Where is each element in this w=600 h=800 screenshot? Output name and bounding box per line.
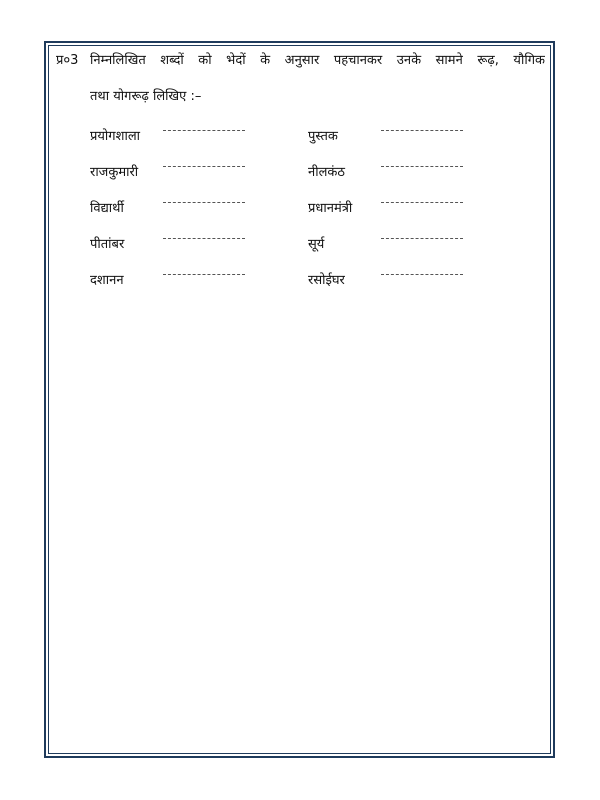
answer-blank-right-1[interactable] [381, 130, 463, 131]
answer-blank-left-3[interactable] [163, 202, 245, 203]
word-right-4: सूर्य [308, 237, 325, 252]
word-right-3: प्रधानमंत्री [308, 201, 353, 216]
answer-blank-right-3[interactable] [381, 202, 463, 203]
answer-blank-left-1[interactable] [163, 130, 245, 131]
answer-blank-right-4[interactable] [381, 238, 463, 239]
word-left-4: पीतांबर [90, 237, 125, 252]
answer-blank-right-2[interactable] [381, 166, 463, 167]
answer-blank-left-2[interactable] [163, 166, 245, 167]
answer-blank-left-5[interactable] [163, 274, 245, 275]
question-text-line-2: तथा योगरूढ़ लिखिए :– [90, 89, 202, 104]
word-right-5: रसोईघर [308, 273, 345, 288]
answer-blank-left-4[interactable] [163, 238, 245, 239]
answer-blank-right-5[interactable] [381, 274, 463, 275]
word-left-1: प्रयोगशाला [90, 129, 141, 144]
word-right-2: नीलकंठ [308, 165, 345, 180]
word-right-1: पुस्तक [308, 129, 338, 144]
word-left-2: राजकुमारी [90, 165, 139, 180]
word-left-5: दशानन [90, 273, 124, 288]
word-left-3: विद्यार्थी [90, 201, 124, 216]
page-border-inner [48, 45, 551, 754]
question-text-line-1: निम्नलिखित शब्दों को भेदों के अनुसार पहचानकर उनके सामने रूढ़, यौगिक [90, 53, 545, 68]
question-number: प्र०3 [56, 53, 79, 68]
